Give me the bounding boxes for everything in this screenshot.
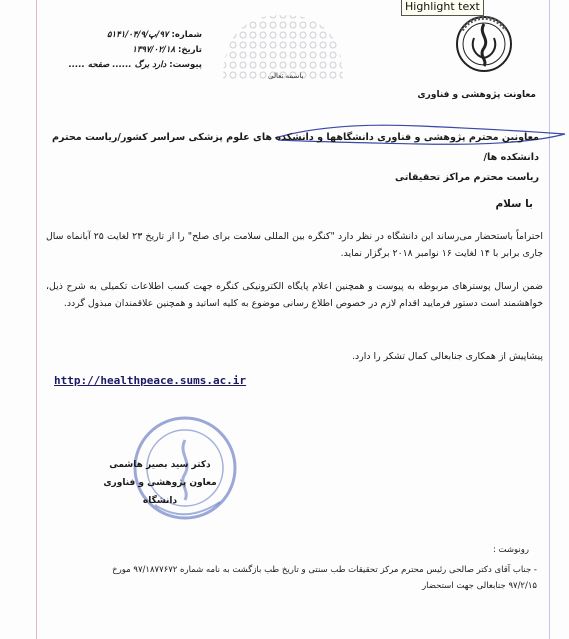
number-label: شماره:: [171, 30, 202, 40]
recipients-line-1: معاونین محترم پژوهشی و فناوری دانشگاهها و دانشکده های علوم پزشکی سراسر کشور/ریاست محترم دانشکده ها/: [51, 132, 539, 163]
attachment-label: پیوست:: [169, 60, 202, 70]
paragraph-3: پیشاپیش از همکاری جنابعالی کمال تشکر را دارد.: [352, 351, 543, 362]
paragraph-1: احتراماً باستحضار می‌رساند این دانشگاه در نظر دارد "کنگره بین المللی سلامت برای صلح" را از تاریخ ۲۳ لغایت ۲۵ آبانماه سال جاری برابر با ۱۴ لغایت ۱۶ نوامبر ۲۰۱۸ برگزار نماید.: [46, 231, 543, 259]
cc-title: رونوشت :: [492, 545, 529, 555]
greeting: با سلام: [495, 198, 533, 210]
date-row: [52, 43, 202, 58]
signature-block: [100, 456, 220, 510]
deputy-title: معاونت پژوهشی و فناوری: [417, 90, 536, 100]
attachment-value: دارد برگ ...... صفحه .....: [68, 60, 167, 70]
right-margin-line: [549, 0, 550, 639]
paragraph-2: ضمن ارسال پوسترهای مربوطه به پیوست و همچنین اعلام پایگاه الکترونیکی کنگره جهت کسب اطلاعات تکمیلی به شرح ذیل، خواهشمند است دستور فرمایید اقدام لازم در خصوص اطلاع رسانی موضوع به کلیه اساتید و همچنین علاقمندان مبذول گردد.: [46, 281, 543, 309]
recipients: [42, 128, 539, 188]
recipients-line-2: ریاست محترم مراکز تحقیقاتی: [394, 172, 539, 183]
website-link[interactable]: http://healthpeace.sums.ac.ir: [54, 374, 247, 387]
date-value: ۱۳۹۷/۰۲/۱۸: [132, 45, 176, 55]
left-margin-line: [36, 0, 37, 639]
number-row: [52, 28, 202, 43]
university-logo-icon: [448, 8, 520, 80]
cc-list: [50, 562, 537, 594]
letter-meta: [52, 28, 202, 73]
attachment-row: [52, 58, 202, 73]
highlight-text-tooltip: Highlight text: [401, 0, 484, 16]
cc-line-2: ۹۷/۲/۱۵ جنابعالی جهت استحضار: [422, 581, 537, 591]
bismillah-text: باسمه تعالی: [268, 72, 304, 80]
cc-line-1: - جناب آقای دکتر صالحی رئیس محترم مرکز تحقیقات طب سنتی و تاریخ طب بازگشت به نامه شماره ۹۷/۱۸۷۷۶۷۲ مورخ: [112, 565, 537, 575]
date-label: تاریخ:: [178, 45, 202, 55]
number-value: ۹۷/پ/۵۱۴۱/۰۴/۹: [106, 30, 169, 40]
signatory-name: دکتر سید بصیر هاشمی: [109, 460, 211, 470]
signatory-title: معاون پژوهشی و فناوری دانشگاه: [103, 478, 217, 506]
